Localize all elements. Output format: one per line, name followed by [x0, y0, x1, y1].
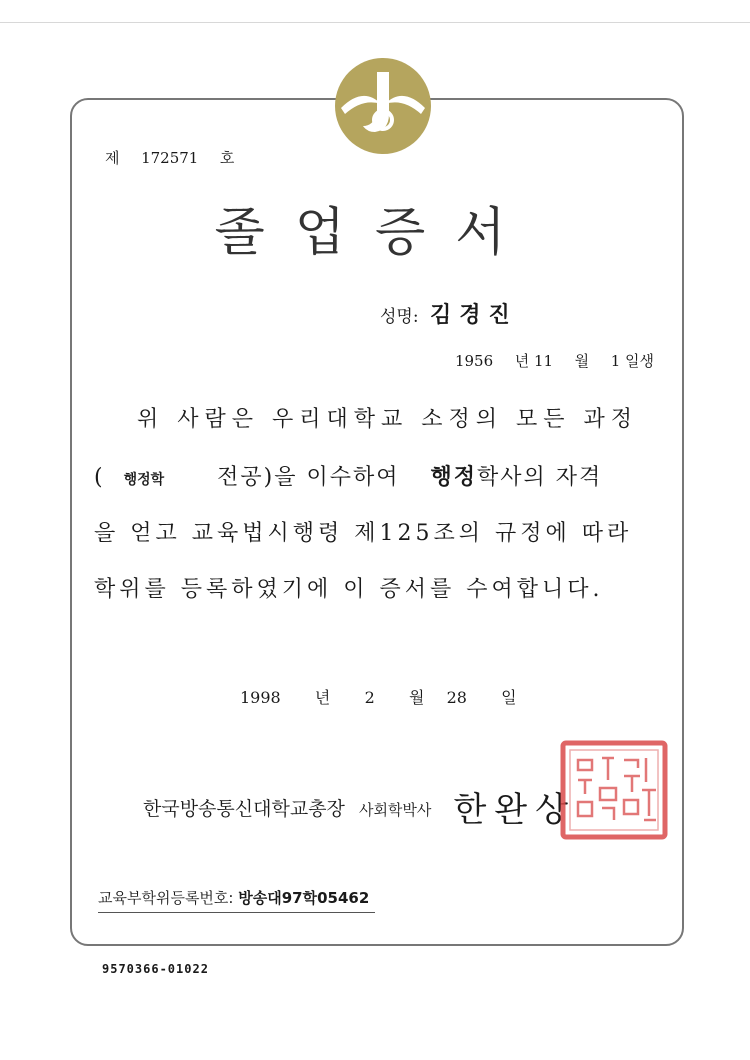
registration-value: 방송대97학05462	[238, 889, 370, 907]
body-line-1: 위 사람은 우리대학교 소정의 모든 과정	[137, 407, 638, 432]
number-value: 172571	[141, 149, 199, 167]
issue-month: 2	[364, 688, 375, 707]
degree-field: 행정	[430, 465, 478, 490]
birth-day: 1	[610, 352, 621, 370]
name-row	[380, 298, 518, 329]
certificate-number	[105, 147, 234, 168]
number-suffix: 호	[219, 149, 235, 167]
degree-text: 학사의 자격	[477, 465, 603, 490]
name-label: 성명:	[380, 307, 419, 327]
birth-date	[455, 350, 654, 371]
major-name: 행정학	[123, 472, 165, 488]
issue-month-unit: 월	[408, 688, 425, 707]
body-line-3: 을 얻고 교육법시행령 제125조의 규정에 따라	[94, 521, 633, 546]
degree-registration-number	[98, 887, 375, 913]
top-scan-rule	[0, 22, 750, 23]
president-name: 한완상	[453, 790, 576, 830]
body-line-4: 학위를 등록하였기에 이 증서를 수여합니다.	[94, 577, 604, 602]
birth-year-unit: 년	[514, 352, 530, 370]
birth-day-unit: 일생	[625, 352, 654, 370]
president-institution: 한국방송통신대학교총장	[143, 798, 345, 820]
birth-month-unit: 월	[574, 352, 590, 370]
number-prefix: 제	[105, 149, 120, 167]
issue-day-unit: 일	[501, 688, 517, 707]
issue-year-unit: 년	[314, 688, 331, 707]
graduate-name: 김경진	[429, 303, 518, 328]
president-signature-row	[143, 776, 576, 830]
birth-year: 1956	[454, 352, 494, 370]
major-open-paren: (	[94, 465, 105, 490]
university-emblem-icon	[333, 56, 433, 156]
president-degree: 사회학박사	[358, 801, 432, 819]
certificate-title: 졸업증서	[214, 203, 536, 263]
issue-date	[240, 685, 517, 708]
official-seal-stamp	[560, 740, 668, 840]
body-line-2	[94, 460, 602, 491]
birth-month: 11	[533, 352, 554, 370]
issue-year: 1998	[240, 688, 281, 707]
issue-day: 28	[446, 688, 467, 707]
major-completion-text: 전공)을 이수하여	[217, 465, 400, 490]
document-id: 9570366-01022	[102, 962, 209, 976]
registration-label: 교육부학위등록번호:	[98, 889, 234, 907]
